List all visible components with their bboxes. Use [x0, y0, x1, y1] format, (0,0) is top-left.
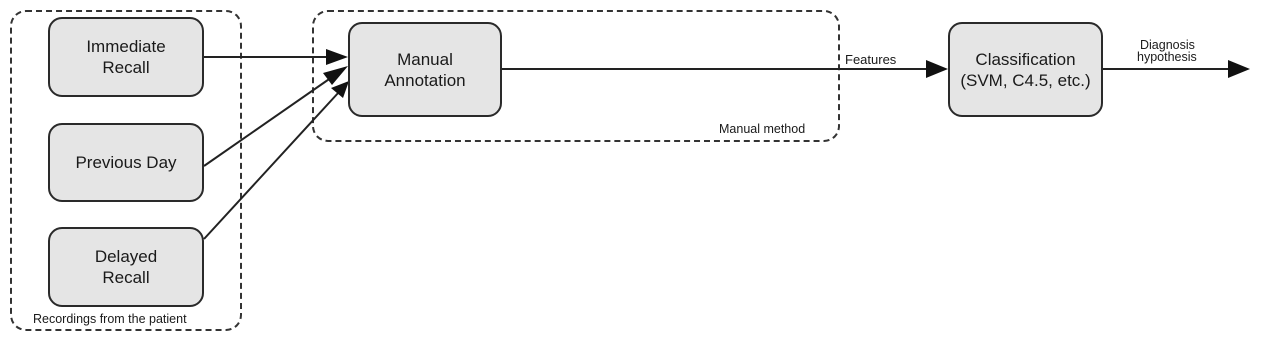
arrowhead-delayed [331, 81, 349, 98]
manual-annotation-box: Manual Annotation [348, 22, 502, 117]
manual-method-label: Manual method [719, 122, 806, 136]
immediate-recall-box: Immediate Recall [48, 17, 204, 97]
arrowhead-previous [323, 66, 348, 85]
arrowhead-immediate [326, 49, 348, 65]
diagnosis-edge-label-line1: Diagnosis [1140, 38, 1195, 52]
arrowhead-diagnosis [1228, 60, 1250, 78]
arrow-delayed-to-annotation [204, 92, 339, 239]
features-edge-label: Features [845, 52, 897, 67]
classification-box: Classification (SVM, C4.5, etc.) [948, 22, 1103, 117]
arrow-previous-to-annotation [204, 75, 335, 166]
recordings-group-label: Recordings from the patient [33, 312, 187, 326]
delayed-recall-box: Delayed Recall [48, 227, 204, 307]
arrowhead-features [926, 60, 948, 78]
previous-day-box: Previous Day [48, 123, 204, 202]
diagnosis-edge-label-line2: hypothesis [1137, 50, 1197, 64]
